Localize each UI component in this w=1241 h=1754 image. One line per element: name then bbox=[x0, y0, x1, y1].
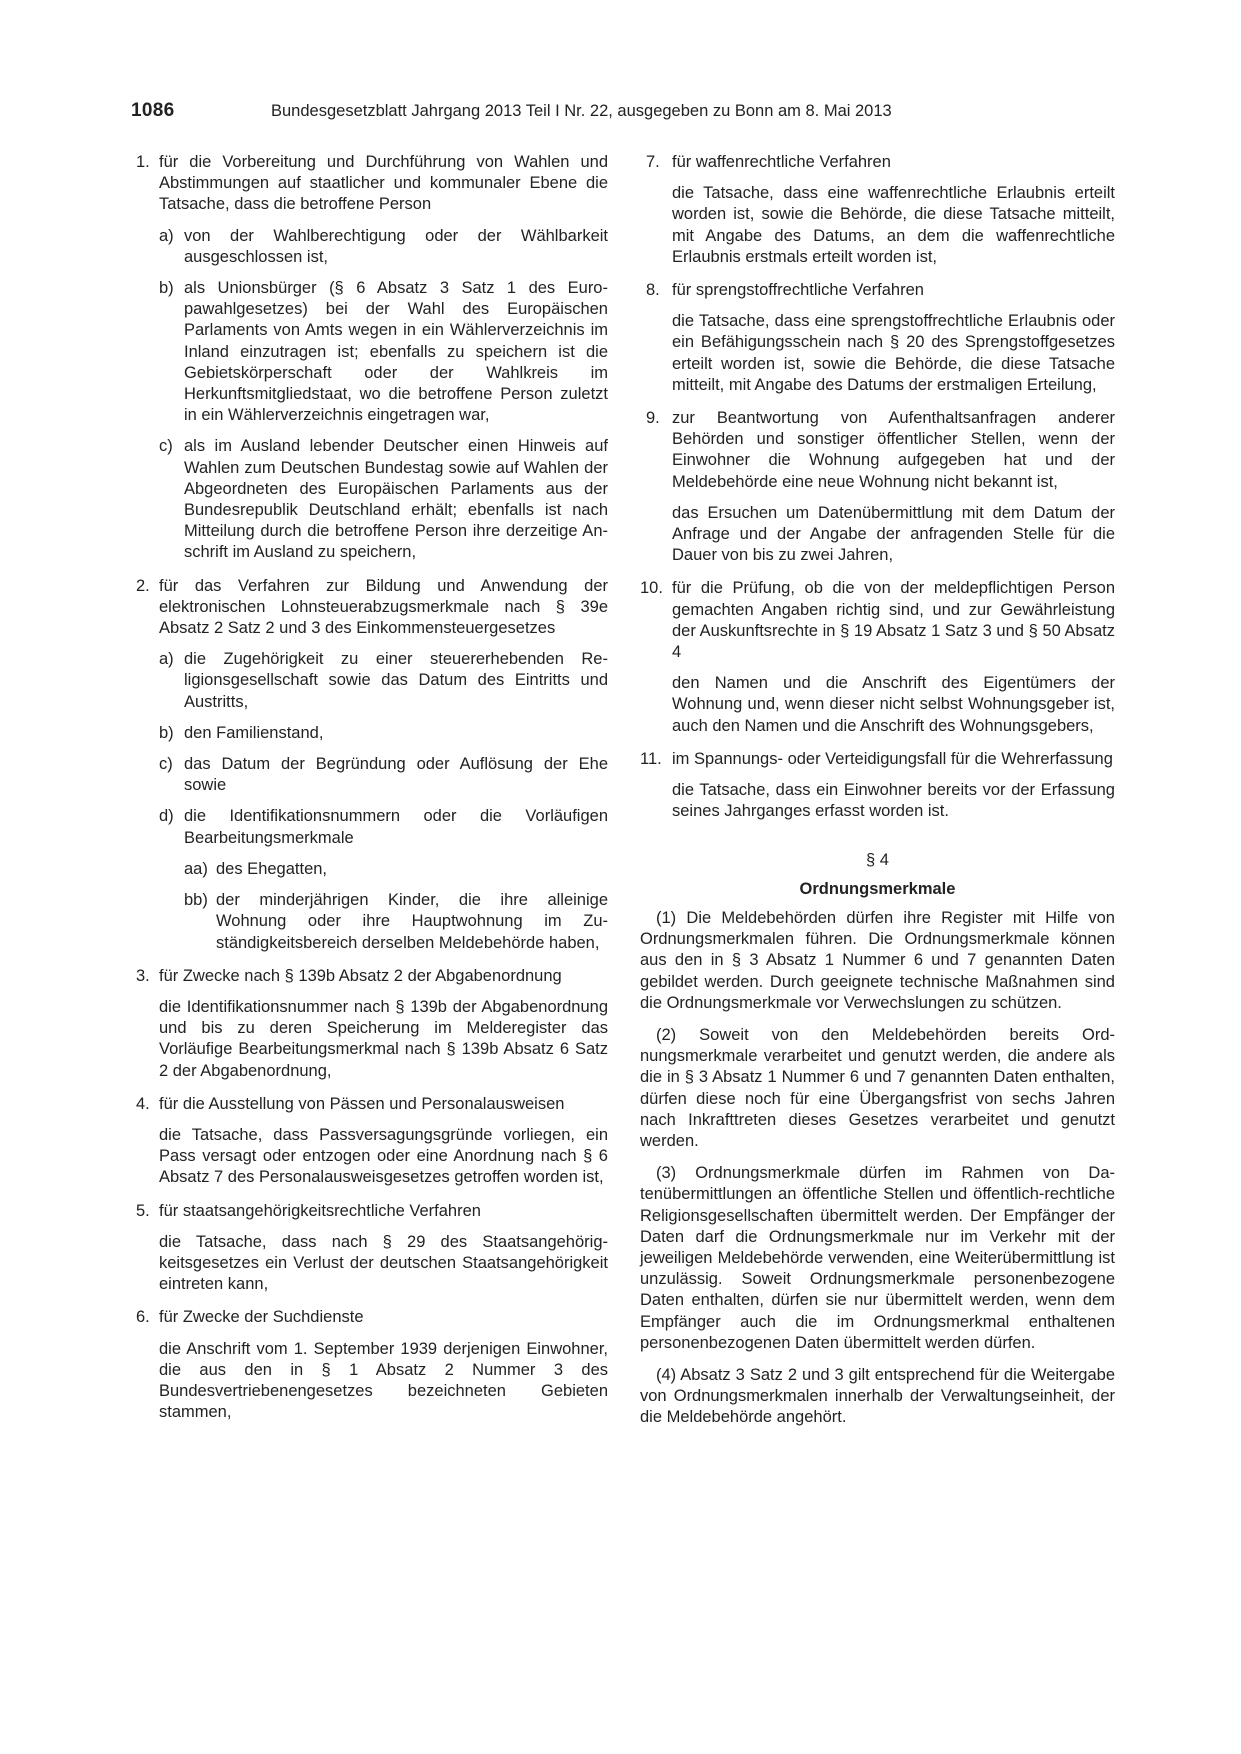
paragraph-4: (4) Absatz 3 Satz 2 und 3 gilt entsprechend für die Weitergabe von Ordnungsmerkmalen innerhalb der Verwaltungseinheit, der die Meldebehörde angehört. bbox=[640, 1365, 1115, 1427]
item-lead-text: für sprengstoffrechtliche Verfahren bbox=[672, 281, 924, 300]
subsub-text: des Ehegatten, bbox=[216, 859, 328, 878]
sub-label: a) bbox=[159, 650, 174, 669]
page-header bbox=[131, 100, 1111, 130]
item-number: 3. bbox=[136, 966, 150, 985]
running-header-title: Bundesgesetzblatt Jahrgang 2013 Teil I Nr. 22, ausgegeben zu Bonn am 8. Mai 2013 bbox=[271, 102, 892, 120]
item-number: 2. bbox=[136, 576, 150, 595]
sub-label: b) bbox=[159, 279, 174, 298]
left-column bbox=[136, 152, 608, 1435]
list-item-6 bbox=[136, 1307, 608, 1423]
list-item-11 bbox=[640, 749, 1115, 823]
item-number: 5. bbox=[136, 1201, 150, 1220]
sub-text: als Unionsbürger (§ 6 Absatz 3 Satz 1 des Europawahlgesetzes) bei der Wahl des Europäischen Parlaments von Amts wegen in ein Wählerverzeichnis im Inland einzutragen ist; ebenfalls zu speichern ist die Gebietskörperschaft oder der Wahlkreis im Herkunftsmitgliedstaat, wo die betroffene Person zuletzt in ein Wählerverzeichnis eingetragen war, bbox=[184, 279, 608, 425]
list-item-7 bbox=[640, 152, 1115, 268]
item-number: 4. bbox=[136, 1094, 150, 1113]
list-item-9 bbox=[640, 408, 1115, 566]
section-number: § 4 bbox=[866, 851, 889, 870]
sub-text: den Familienstand, bbox=[184, 723, 324, 742]
item-content-text: die Tatsache, dass eine sprengstoffrechtliche Erlaubnis oder ein Befähigungsschein nach § 20 des Sprengstoffgesetzes erteilt worden ist, sowie die Behörde, die diese Tatsache mitteilt, mit Angabe des Datums der erstmaligen Erteilung, bbox=[672, 312, 1115, 394]
item-content-text: die Tatsache, dass ein Einwohner bereits vor der Erfassung seines Jahrganges erfasst worden ist. bbox=[672, 781, 1115, 821]
sub-label: a) bbox=[159, 226, 174, 245]
sub-item-d bbox=[159, 806, 608, 953]
item-content-text: das Ersuchen um Datenübermittlung mit dem Datum der Anfrage und der Angabe der anfragenden Stelle für die Dauer von bis zu zwei Jahren, bbox=[672, 503, 1115, 565]
subsub-list bbox=[184, 859, 608, 954]
sub-label: c) bbox=[159, 755, 173, 774]
subsub-text: der minderjährigen Kinder, die ihre alleinige Wohnung oder ihre Hauptwohnung im Zuständigkeitsbereich derselben Meldebehörde haben, bbox=[216, 891, 608, 952]
page-number: 1086 bbox=[131, 100, 175, 121]
item-content-text: die Tatsache, dass nach § 29 des Staatsangehörigkeitsgesetzes ein Verlust der deutschen Staatsangehörigkeit eintreten kann, bbox=[159, 1232, 608, 1294]
sub-list bbox=[159, 649, 608, 953]
subsub-item-bb bbox=[184, 890, 608, 954]
item-content-text: die Tatsache, dass eine waffenrechtliche Erlaubnis erteilt worden ist, sowie die Behörde, die diese Tatsache mitteilt, mit Angabe des Datums, an dem die waffenrechtliche Erlaubnis erstmals erteilt worden ist, bbox=[672, 184, 1115, 266]
sub-label: d) bbox=[159, 807, 174, 826]
sub-text: das Datum der Begründung oder Auflösung der Ehe sowie bbox=[184, 755, 608, 795]
item-lead-text: für Zwecke nach § 139b Absatz 2 der Abgabenordnung bbox=[159, 966, 562, 985]
paragraph-2: (2) Soweit von den Meldebehörden bereits Ordnungsmerkmale verarbeitet und genutzt werden, die andere als die in § 3 Absatz 1 Nummer 6 und 7 genannten Daten enthalten, dürfen diese noch für eine Übergangsfrist von sechs Jahren nach Inkrafttreten dieses Gesetzes verarbeitet und genutzt werden. bbox=[640, 1025, 1115, 1150]
list-item-10 bbox=[640, 578, 1115, 736]
list-item-3 bbox=[136, 966, 608, 1082]
sub-item-c bbox=[159, 754, 608, 796]
list-item-4 bbox=[136, 1094, 608, 1189]
paragraph-3: (3) Ordnungsmerkmale dürfen im Rahmen von Datenübermittlungen an öffentliche Stellen und öffentlich-rechtliche Religionsgesellschaften übermittelt werden. Der Empfänger der Daten darf die Ordnungsmerkmale nur im Verkehr mit der jeweiligen Meldebehörde verwenden, eine Weiterübermittlung ist unzulässig. Soweit Ordnungsmerkmale personenbezogene Daten enthalten, dürfen sie nur übermittelt werden, wenn dem Empfänger auch die im Ordnungsmerkmal enthaltenen personenbezogenen Daten übermittelt werden dürfen. bbox=[640, 1164, 1115, 1352]
list-item-1 bbox=[136, 152, 608, 564]
item-lead-text: für die Ausstellung von Pässen und Personalausweisen bbox=[159, 1094, 565, 1113]
item-lead-text: für das Verfahren zur Bildung und Anwendung der elektronischen Lohnsteuerabzugsmerkmale nach § 39e Absatz 2 Satz 2 und 3 des Einkommensteuergesetzes bbox=[159, 576, 608, 638]
sub-item-c bbox=[159, 436, 608, 563]
list-item-2 bbox=[136, 576, 608, 954]
item-lead-text: für die Vorbereitung und Durchführung von Wahlen und Abstimmungen auf staatlicher und kommunaler Ebene die Tatsache, dass die betroffene Person bbox=[159, 153, 608, 214]
list-item-5 bbox=[136, 1201, 608, 1296]
sub-item-b bbox=[159, 723, 608, 744]
item-number: 6. bbox=[136, 1308, 150, 1327]
subsub-label: bb) bbox=[184, 891, 208, 910]
right-column bbox=[640, 152, 1115, 1440]
sub-label: c) bbox=[159, 437, 173, 456]
subsub-label: aa) bbox=[184, 859, 208, 878]
item-lead-text: für Zwecke der Suchdienste bbox=[159, 1308, 364, 1327]
sub-item-a bbox=[159, 226, 608, 268]
item-number: 9. bbox=[646, 409, 660, 428]
section-heading: Ordnungsmerkmale bbox=[799, 879, 956, 898]
item-content-text: die Anschrift vom 1. September 1939 derjenigen Einwohner, die aus den in § 1 Absatz 2 Nummer 3 des Bundesvertriebenengesetzes bezeichneten Gebieten stammen, bbox=[159, 1339, 608, 1422]
item-lead-text: für die Prüfung, ob die von der meldepflichtigen Person gemachten Angaben richtig sind, und zur Gewährleistung der Auskunftsrechte in § 19 Absatz 1 Satz 3 und § 50 Absatz 4 bbox=[672, 579, 1115, 662]
sub-item-b bbox=[159, 278, 608, 426]
item-lead-text: im Spannungs- oder Verteidigungsfall für die Wehrerfassung bbox=[672, 749, 1113, 768]
sub-text: die Identifikationsnummern oder die Vorläufigen Bearbeitungsmerkmale bbox=[184, 807, 608, 847]
item-number: 8. bbox=[646, 281, 660, 300]
item-number: 7. bbox=[646, 153, 660, 171]
paragraph-1: (1) Die Meldebehörden dürfen ihre Register mit Hilfe von Ordnungsmerkmalen führen. Die Ordnungsmerkmale können aus den in § 3 Absatz 1 Nummer 6 und 7 genannten Daten gebildet werden. Durch geeignete technische Maßnahmen sind die Ordnungsmerkmale vor Verwechslungen zu schützen. bbox=[640, 908, 1115, 1012]
item-lead-text: für staatsangehörigkeitsrechtliche Verfahren bbox=[159, 1201, 481, 1220]
item-number: 1. bbox=[136, 153, 150, 171]
sub-label: b) bbox=[159, 723, 174, 742]
sub-text: von der Wahlberechtigung oder der Wählbarkeit ausgeschlossen ist, bbox=[184, 226, 608, 266]
item-number: 11. bbox=[640, 749, 662, 768]
item-number: 10. bbox=[640, 579, 663, 598]
sub-text: die Zugehörigkeit zu einer steuererhebenden Religionsgesellschaft sowie das Datum des Eintritts und Austritts, bbox=[184, 650, 608, 711]
item-lead-text: für waffenrechtliche Verfahren bbox=[672, 153, 891, 171]
item-content-text: die Identifikationsnummer nach § 139b der Abgabenordnung und bis zu deren Speicherung im Melderegister das Vorläufige Bearbeitungsmerkmal nach § 139b Absatz 6 Satz 2 der Abgabenordnung, bbox=[159, 997, 608, 1080]
item-content-text: den Namen und die Anschrift des Eigentümers der Wohnung und, wenn dieser nicht selbst Wohnungsgeber ist, auch den Namen und die Anschrift des Wohnungsgebers, bbox=[672, 674, 1115, 735]
sub-item-a bbox=[159, 649, 608, 713]
subsub-item-aa bbox=[184, 859, 608, 880]
item-lead-text: zur Beantwortung von Aufenthaltsanfragen anderer Behörden und sonstiger öffentlicher Stellen, wenn der Einwohner die Wohnung aufgegeben hat und der Meldebehörde eine neue Wohnung nicht bekannt ist, bbox=[672, 409, 1115, 491]
item-content-text: die Tatsache, dass Passversagungsgründe vorliegen, ein Pass versagt oder entzogen oder eine Anordnung nach § 6 Absatz 7 des Personalausweisgesetzes getroffen worden ist, bbox=[159, 1125, 608, 1187]
sub-list bbox=[159, 226, 608, 564]
sub-text: als im Ausland lebender Deutscher einen Hinweis auf Wahlen zum Deutschen Bundestag sowie auf Wahlen der Abgeordneten des Europäischen Parlaments aus der Bundesrepublik Deutschland erhält; ebenfalls ist nach Mitteilung durch die betroffene Person ihre derzeitige Anschrift im Ausland zu speichern, bbox=[184, 437, 608, 562]
list-item-8 bbox=[640, 280, 1115, 396]
